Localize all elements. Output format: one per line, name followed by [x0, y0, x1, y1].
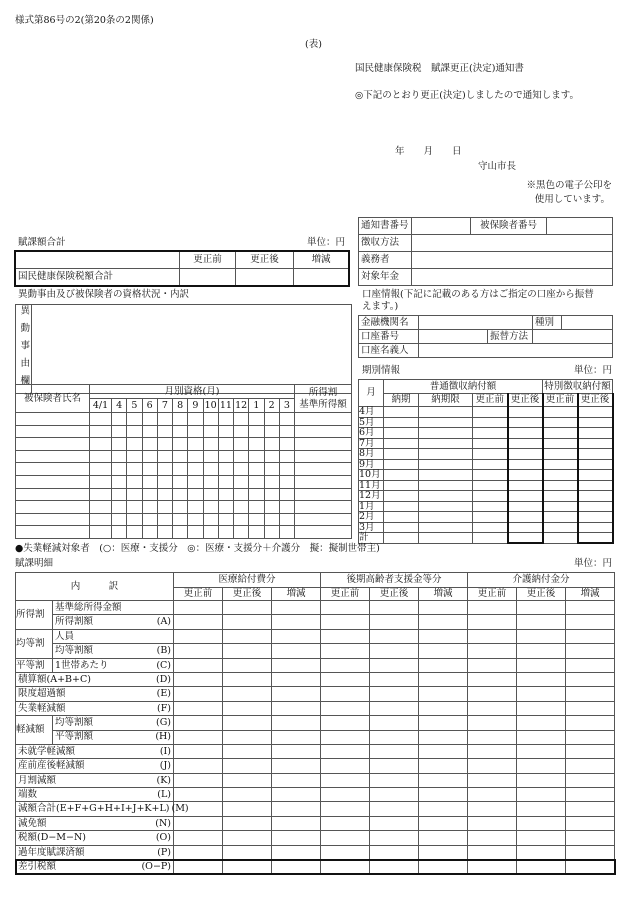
table-row	[359, 501, 613, 512]
row-label	[53, 716, 174, 730]
month-col-12: 3	[279, 399, 294, 413]
table-row	[359, 480, 613, 491]
monthly-header: 月別資格(月)	[90, 385, 295, 399]
row-label-box	[18, 848, 171, 858]
row-label-text: 月割減額	[18, 774, 57, 786]
issuer: 守山市長	[478, 161, 517, 172]
row-code: (D)	[155, 673, 172, 685]
row-label-box	[18, 790, 171, 800]
row-label-text: 平等割額	[55, 731, 94, 743]
table-row	[359, 491, 613, 502]
row-label-text: 限度超過額	[18, 688, 66, 700]
detail-unit: 単位：円	[573, 558, 612, 569]
total-table	[15, 251, 349, 286]
row-label	[53, 629, 174, 643]
row-label-box	[55, 632, 171, 642]
row-label-text: 1世帯あたり	[55, 659, 109, 671]
income-col-line1: 所得割	[308, 387, 338, 398]
row-label	[53, 730, 174, 744]
sub-header: 更正前	[468, 588, 517, 601]
row-code: (J)	[159, 760, 172, 772]
total-unit: 単位：円	[306, 237, 345, 248]
notice-number-label: 通知書番号	[359, 218, 412, 235]
row-label-text: 減額合計(E+F+G+H+I+J+K+L)	[18, 803, 170, 815]
row-code: (F)	[157, 702, 172, 714]
period-month-label: 7月	[359, 438, 384, 449]
row-label-text: 未就学軽減額	[18, 745, 76, 757]
seal-note-2: 使用しています。	[534, 194, 610, 205]
table-row	[16, 730, 615, 744]
table-row	[359, 438, 613, 449]
account-title: 口座情報(下記に記載のある方はご指定の口座から振替	[362, 289, 594, 300]
period-sub-0: 納期	[384, 394, 419, 407]
table-row	[16, 687, 615, 701]
period-month-label: 12月	[359, 491, 384, 502]
row-label-box	[55, 617, 171, 627]
row-label-text: 過年度賦課済額	[18, 846, 85, 858]
table-row	[16, 601, 615, 615]
month-col-0: 4/1	[90, 399, 112, 413]
total-row-label: 国民健康保険税額合計	[16, 269, 180, 286]
table-row	[359, 533, 613, 544]
table-row	[16, 413, 352, 426]
row-label	[16, 802, 189, 816]
month-col-7: 10	[204, 399, 217, 411]
table-row	[16, 438, 352, 451]
table-row	[359, 512, 613, 523]
table-row	[16, 425, 352, 438]
row-label-box	[18, 833, 171, 843]
account-number-label: 口座番号	[359, 330, 419, 344]
period-table	[358, 379, 614, 544]
account-title-2: えます。)	[362, 301, 399, 312]
row-code: (O)	[155, 832, 172, 844]
period-month-label: 1月	[359, 501, 384, 512]
month-col-1: 4	[112, 399, 127, 413]
table-row	[16, 475, 352, 488]
detail-table	[15, 572, 615, 874]
side-label: (表)	[305, 39, 322, 50]
table-row	[359, 522, 613, 533]
reason-box	[15, 304, 352, 394]
row-label-text: 基準総所得金額	[55, 601, 122, 613]
row-label	[53, 644, 174, 658]
row-code: (H)	[155, 731, 172, 743]
row-label-box	[18, 675, 171, 685]
table-row	[16, 513, 352, 526]
row-label	[16, 831, 174, 845]
row-label-box	[18, 819, 171, 829]
period-month-label: 計	[359, 533, 384, 544]
row-label-text: 均等割額	[55, 717, 94, 729]
period-sub-3: 更正後	[508, 394, 543, 407]
row-label-box	[55, 718, 171, 728]
period-title: 期別情報	[362, 365, 401, 376]
obligor-label: 義務者	[359, 252, 412, 269]
table-row	[16, 450, 352, 463]
period-sub-2: 更正前	[473, 394, 508, 407]
row-label	[16, 816, 174, 830]
pension-label: 対象年金	[359, 269, 412, 286]
row-label-text: 差引税額	[18, 860, 57, 872]
row-code: (B)	[156, 645, 172, 657]
period-sub-5: 更正後	[578, 394, 613, 407]
collection-method-label: 徴収方法	[359, 235, 412, 252]
account-table	[358, 315, 613, 358]
row-code: (L)	[157, 789, 172, 801]
row-code: (O−P)	[141, 860, 172, 872]
period-month-label: 4月	[359, 407, 384, 418]
sub-header: 増減	[566, 588, 615, 601]
group-header-2: 介護納付金分	[468, 573, 615, 588]
row-label-box	[55, 603, 171, 613]
month-col-5: 8	[173, 399, 188, 413]
table-row	[16, 488, 352, 501]
period-month-label: 5月	[359, 417, 384, 428]
table-row	[16, 773, 615, 787]
row-code: (C)	[156, 659, 172, 671]
row-label-text: 積算額(A+B+C)	[18, 673, 91, 685]
detail-title: 賦課明細	[15, 558, 54, 569]
row-code: (N)	[155, 817, 172, 829]
table-row	[16, 845, 615, 859]
name-col-header: 被保険者氏名	[16, 385, 90, 413]
document-title: 国民健康保険税 賦課更正(決定)通知書	[355, 63, 524, 74]
row-label	[16, 759, 174, 773]
sub-header: 増減	[419, 588, 468, 601]
row-group-label: 均等割	[16, 629, 53, 658]
row-label-text: 人員	[55, 630, 75, 642]
table-row	[16, 802, 615, 816]
month-col-10: 1	[249, 399, 264, 413]
period-month-label: 9月	[359, 459, 384, 470]
table-row	[359, 417, 613, 428]
row-code: (A)	[156, 616, 172, 628]
row-code: (K)	[156, 774, 172, 786]
sub-header: 更正前	[321, 588, 370, 601]
period-month-label: 11月	[359, 480, 384, 491]
table-row	[359, 449, 613, 460]
group-header-0: 医療給付費分	[174, 573, 321, 588]
sub-header: 更正後	[223, 588, 272, 601]
table-row	[16, 644, 615, 658]
period-sub-1: 納期限	[419, 394, 473, 407]
month-col-3: 6	[142, 399, 157, 413]
row-label-box	[55, 646, 171, 656]
normal-collection-header: 普通徴収納付額	[384, 380, 543, 394]
legend: ●失業軽減対象者 (○：医療・支援分 ◎：医療・支援分＋介護分 擬：擬制世帯主)	[15, 543, 380, 554]
row-label-box	[18, 761, 171, 771]
month-col-11: 2	[264, 399, 279, 413]
row-label-box	[18, 803, 189, 815]
seal-note: ※黒色の電子公印を	[526, 180, 612, 191]
notice-text: ◎下記のとおり更正(決定)しましたので通知します。	[355, 90, 579, 101]
table-row	[16, 501, 352, 514]
row-code: (P)	[157, 846, 172, 858]
table-row	[16, 573, 615, 588]
row-label	[16, 788, 174, 802]
change-title: 異動事由及び被保険者の資格状況・内訳	[18, 289, 190, 300]
row-group-label: 軽減額	[16, 716, 53, 745]
row-group-label: 所得割	[16, 601, 53, 630]
table-row	[16, 701, 615, 715]
row-label-text: 産前産後軽減額	[18, 760, 85, 772]
table-row	[16, 385, 352, 399]
period-sub-4: 更正前	[543, 394, 578, 407]
notice-info-table	[358, 217, 613, 286]
form-number: 様式第86号の2(第20条の2関係)	[15, 15, 154, 26]
col-diff: 増減	[294, 252, 349, 269]
month-col-9: 12	[235, 399, 248, 411]
row-label-text: 減免額	[18, 817, 47, 829]
qualification-table	[15, 384, 352, 539]
sub-header: 増減	[272, 588, 321, 601]
row-label	[16, 860, 174, 874]
row-label	[16, 687, 174, 701]
income-col-line2: 基準所得額	[299, 398, 347, 410]
insured-number-label: 被保険者番号	[471, 218, 547, 235]
row-label-text: 端数	[18, 789, 38, 801]
income-col-header	[295, 385, 352, 413]
special-collection-header: 特別徴収納付額	[544, 380, 611, 392]
row-label-text: 所得割額	[55, 616, 94, 628]
month-header: 月	[359, 380, 384, 407]
row-group-label: 平等割	[16, 658, 53, 672]
table-row	[16, 716, 615, 730]
holder-label: 口座名義人	[359, 344, 419, 358]
row-label-box	[18, 862, 171, 872]
row-label	[16, 701, 174, 715]
month-col-4: 7	[157, 399, 172, 413]
row-label	[53, 601, 174, 615]
table-row	[16, 463, 352, 476]
row-label	[16, 672, 174, 686]
row-label-text: 税額(D−M−N)	[18, 832, 86, 844]
table-row	[16, 526, 352, 539]
table-row	[16, 744, 615, 758]
row-label	[16, 773, 174, 787]
bank-label: 金融機関名	[359, 316, 419, 330]
sub-header: 更正前	[174, 588, 223, 601]
table-row	[359, 428, 613, 439]
col-after: 更正後	[236, 252, 294, 269]
period-unit: 単位：円	[573, 365, 612, 376]
table-row	[16, 831, 615, 845]
month-col-6: 9	[188, 399, 203, 413]
table-row	[16, 615, 615, 629]
group-header-1: 後期高齢者支援金等分	[321, 573, 468, 588]
table-row	[359, 380, 613, 394]
row-label-box	[18, 704, 171, 714]
reason-label: 異動事由欄	[16, 305, 32, 394]
row-label	[53, 615, 174, 629]
table-row	[16, 658, 615, 672]
month-col-8: 11	[219, 399, 232, 411]
sub-header: 更正後	[517, 588, 566, 601]
period-month-label: 10月	[359, 470, 384, 481]
row-label-text: 失業軽減額	[18, 702, 66, 714]
table-row	[359, 459, 613, 470]
period-month-label: 2月	[359, 512, 384, 523]
table-row	[359, 470, 613, 481]
item-col-header: 内 訳	[16, 573, 174, 601]
row-code: (M)	[171, 803, 189, 815]
row-code: (G)	[156, 717, 172, 729]
table-row	[16, 788, 615, 802]
type-label: 種別	[533, 316, 562, 330]
row-label-box	[18, 776, 171, 786]
period-month-label: 3月	[359, 522, 384, 533]
method-label: 振替方法	[488, 330, 533, 344]
table-row	[16, 629, 615, 643]
row-label	[16, 744, 174, 758]
period-month-label: 6月	[359, 428, 384, 439]
row-label	[53, 658, 174, 672]
col-before: 更正前	[180, 252, 236, 269]
sub-header: 更正後	[370, 588, 419, 601]
row-code: (E)	[156, 688, 172, 700]
row-label-box	[55, 732, 171, 742]
table-row	[16, 816, 615, 830]
total-title: 賦課額合計	[18, 237, 66, 248]
table-row	[16, 860, 615, 874]
table-row	[359, 394, 613, 407]
row-label-box	[18, 747, 171, 757]
row-label-text: 均等割額	[55, 645, 94, 657]
table-row	[359, 407, 613, 418]
row-code: (I)	[159, 745, 172, 757]
table-row	[16, 759, 615, 773]
table-row	[16, 672, 615, 686]
month-col-2: 5	[127, 399, 142, 413]
period-month-label: 8月	[359, 449, 384, 460]
row-label	[16, 845, 174, 859]
issue-date: 年 月 日	[395, 146, 462, 157]
row-label-box	[55, 661, 171, 671]
row-label-box	[18, 689, 171, 699]
